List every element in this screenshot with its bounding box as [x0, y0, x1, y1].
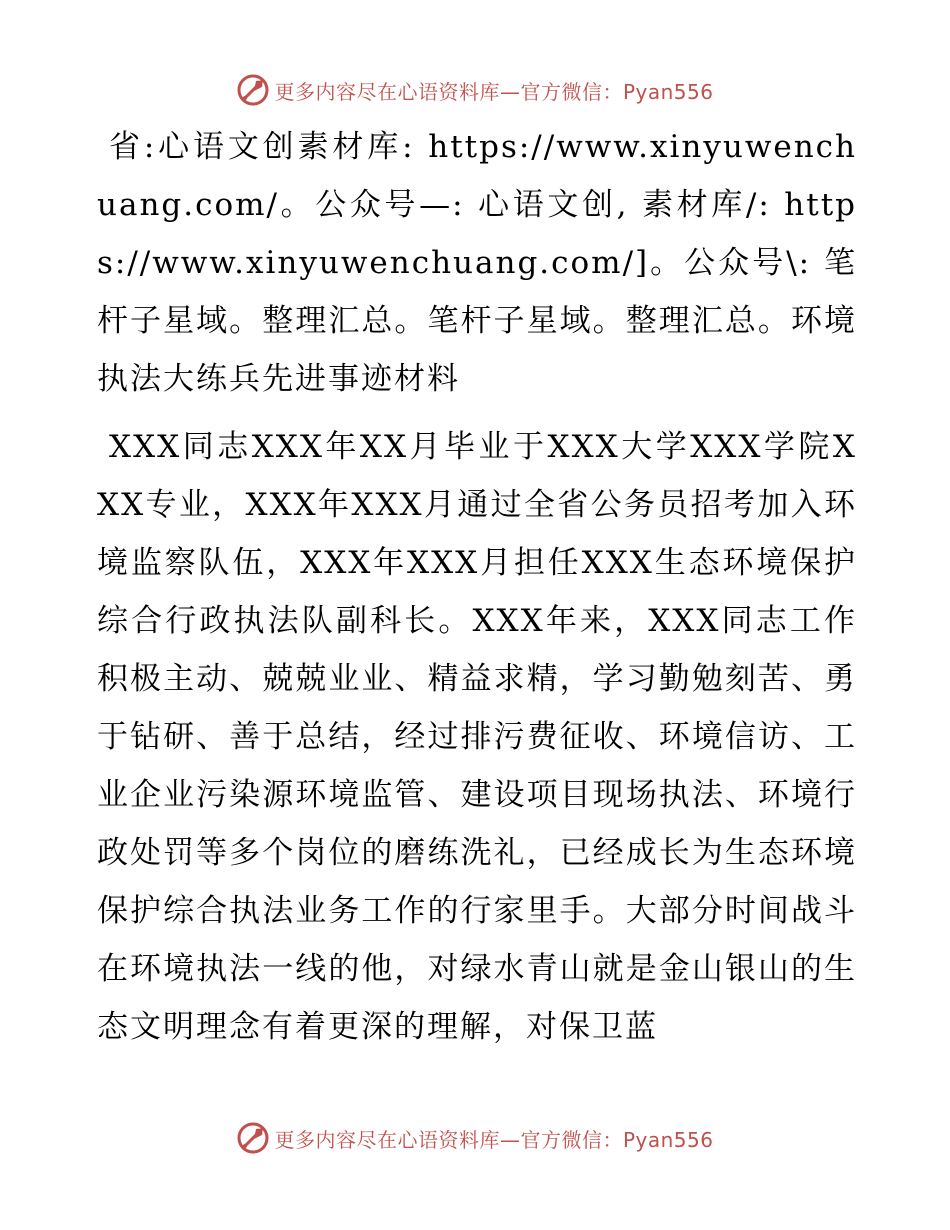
quill-seal-icon: [236, 73, 270, 107]
header-banner: [0, 70, 950, 110]
footer-banner: [0, 1118, 950, 1158]
header-banner-text: 更多内容尽在心语资料库—官方微信：Pyan556: [274, 79, 714, 104]
footer-banner-text: 更多内容尽在心语资料库—官方微信：Pyan556: [274, 1127, 714, 1152]
intro-paragraph: 省:心语文创素材库: https://www.xinyuwenchuang.com/。公众号—: 心语文创, 素材库/: https://www.xinyuwenchuang.com/]。公众号\: 笔杆子星域。整理汇总。笔杆子星域。整理汇总。环境执法大练兵先进事迹材料: [97, 129, 857, 397]
document-body: [97, 118, 857, 1056]
quill-seal-icon: [236, 1121, 270, 1155]
body-paragraph: XXX同志XXX年XX月毕业于XXX大学XXX学院XXX专业，XXX年XXX月通过全省公务员招考加入环境监察队伍，XXX年XXX月担任XXX生态环境保护综合行政执法队副科长。XXX年来，XXX同志工作积极主动、兢兢业业、精益求精，学习勤勉刻苦、勇于钻研、善于总结，经过排污费征收、环境信访、工业企业污染源环境监管、建设项目现场执法、环境行政处罚等多个岗位的磨练洗礼，已经成长为生态环境保护综合执法业务工作的行家里手。大部分时间战斗在环境执法一线的他，对绿水青山就是金山银山的生态文明理念有着更深的理解，对保卫蓝: [97, 429, 857, 1045]
